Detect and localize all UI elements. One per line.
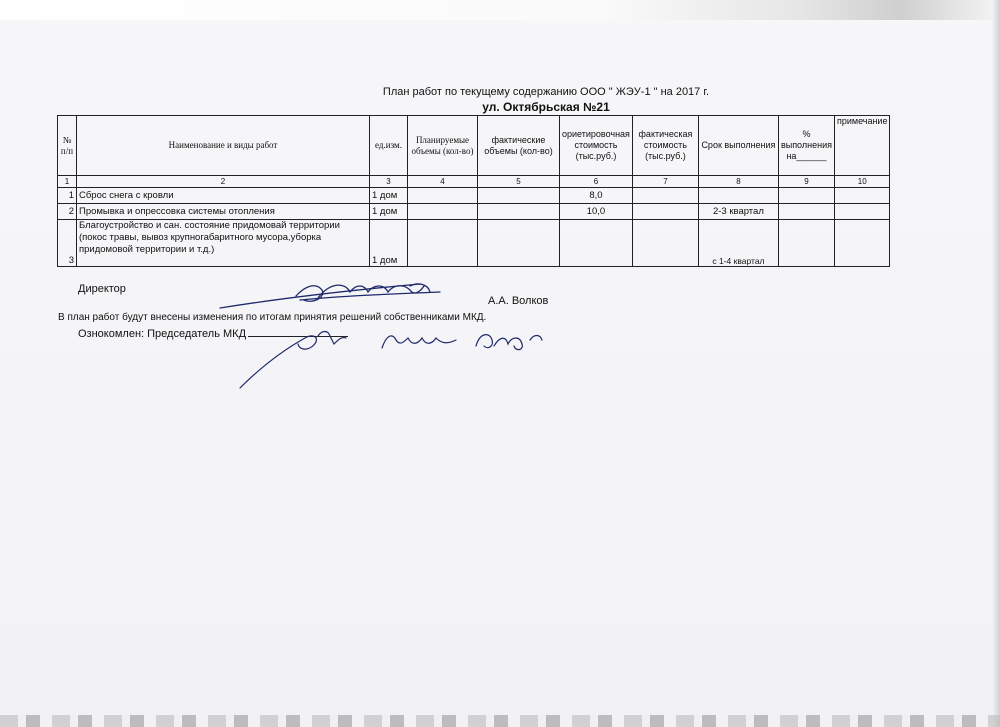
plan-address-text: ул. Октябрьская №21	[482, 100, 610, 114]
row-unit: 1 дом	[370, 220, 408, 267]
row-deadline: 2-3 квартал	[698, 204, 778, 220]
col-num: 9	[778, 176, 834, 188]
chairman-signature	[240, 332, 542, 389]
acknowledged-label: Ознокомлен: Председатель МКД	[78, 328, 247, 340]
header-planned-volume: Планируемые объемы (кол-во)	[408, 116, 478, 176]
col-num: 2	[77, 176, 370, 188]
header-note: примечание	[834, 116, 890, 176]
director-label: Директор	[78, 283, 126, 295]
row-work-name: Промывка и опрессовка системы отопления	[77, 204, 370, 220]
director-name: А.А. Волков	[488, 295, 549, 307]
row-estimated-cost: 8,0	[560, 188, 633, 204]
plan-change-note: В план работ будут внесены изменения по итогам принятия решений собственниками МКД.	[58, 312, 487, 323]
col-num: 7	[632, 176, 698, 188]
row-estimated-cost: 10,0	[560, 204, 633, 220]
col-num: 5	[478, 176, 560, 188]
row-num: 2	[58, 204, 77, 220]
row-work-name: Сброс снега с кровли	[77, 188, 370, 204]
header-estimated-cost: ориетировочная стоимость (тыс.руб.)	[560, 116, 633, 176]
header-actual-volume: фактические объемы (кол-во)	[478, 116, 560, 176]
header-unit: ед.изм.	[370, 116, 408, 176]
row-num: 1	[58, 188, 77, 204]
row-work-name: Благоустройство и сан. состояние придомовай территории (покос травы, вывоз крупногабаритного мусора,уборка придомовой территории и т.д.)	[77, 220, 370, 267]
header-actual-cost: фактическая стоимость (тыс.руб.)	[632, 116, 698, 176]
row-unit: 1 дом	[370, 188, 408, 204]
row-num: 3	[58, 220, 77, 267]
header-deadline: Срок выполнения	[698, 116, 778, 176]
row-deadline: с 1-4 квартал	[698, 220, 778, 267]
header-num: № п/п	[58, 116, 77, 176]
col-num: 3	[370, 176, 408, 188]
col-num: 8	[698, 176, 778, 188]
header-work-name: Наименование и виды работ	[77, 116, 370, 176]
header-percent-done: % выполнения на______	[778, 116, 834, 176]
col-num: 4	[408, 176, 478, 188]
director-signature	[220, 284, 440, 308]
col-num: 10	[834, 176, 890, 188]
col-num: 1	[58, 176, 77, 188]
row-unit: 1 дом	[370, 204, 408, 220]
plan-title-text: План работ по текущему содержанию ООО " ЖЭУ-1 " на 2017 г.	[382, 86, 710, 98]
col-num: 6	[560, 176, 633, 188]
